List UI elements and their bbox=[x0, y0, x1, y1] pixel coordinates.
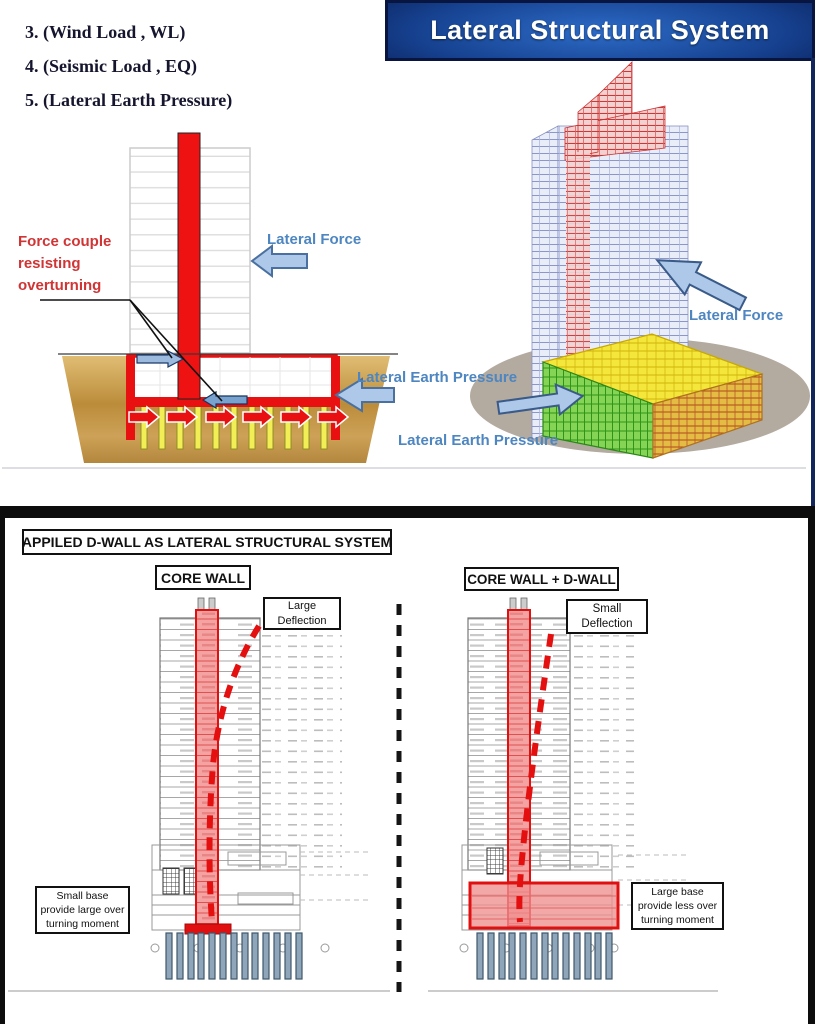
lateral-earth-pressure-label-upper: Lateral Earth Pressure bbox=[357, 369, 518, 386]
core-wall-title-box: CORE WALL bbox=[155, 565, 251, 590]
large-base-note-box: Large base provide less over turning moment bbox=[631, 882, 724, 930]
structural-3d-model bbox=[470, 62, 810, 458]
d-wall-left bbox=[126, 356, 135, 440]
elevation-dashed-wing bbox=[262, 626, 342, 870]
force-couple-label: Force couple resisting overturning bbox=[18, 233, 112, 294]
lateral-earth-pressure-label-lower: Lateral Earth Pressure bbox=[398, 432, 559, 449]
load-list-item-earth-pressure: 5. (Lateral Earth Pressure) bbox=[25, 90, 233, 110]
bottom-frame-left bbox=[0, 518, 5, 1024]
top-frame-right bbox=[811, 58, 815, 506]
elevation-dashed-wing bbox=[572, 626, 634, 870]
grid-bubbles bbox=[460, 944, 618, 952]
core-dwall-elevation bbox=[428, 598, 718, 991]
dwall-header-box: APPILED D-WALL AS LATERAL STRUCTURAL SYSTEM bbox=[22, 529, 392, 555]
load-list-item-seismic: 4. (Seismic Load , EQ) bbox=[25, 56, 198, 76]
bottom-panel-graphics bbox=[0, 518, 815, 1024]
title-banner bbox=[385, 0, 815, 61]
lateral-force-label-3d: Lateral Force bbox=[689, 307, 784, 324]
small-base-note-box: Small base provide large over turning moment bbox=[35, 886, 130, 934]
large-deflection-note-box: Large Deflection bbox=[263, 597, 341, 630]
load-list-item-wind: 3. (Wind Load , WL) bbox=[25, 22, 186, 42]
lateral-force-label-left: Lateral Force bbox=[267, 231, 362, 248]
large-base-dwall-box bbox=[470, 883, 618, 928]
building-cross-section bbox=[40, 133, 398, 463]
pile-group-left bbox=[166, 933, 302, 979]
core-wall-dwall-title-box: CORE WALL + D-WALL bbox=[464, 567, 619, 591]
core-wall-column bbox=[196, 610, 218, 926]
page-title: Lateral Structural System bbox=[430, 15, 770, 45]
small-deflection-note-box: Small Deflection bbox=[566, 599, 648, 634]
pile-group-right bbox=[477, 933, 612, 979]
tower-red-crown bbox=[565, 62, 665, 160]
load-list bbox=[25, 22, 232, 124]
panel-divider bbox=[0, 506, 815, 518]
bottom-frame-right bbox=[808, 518, 815, 1024]
